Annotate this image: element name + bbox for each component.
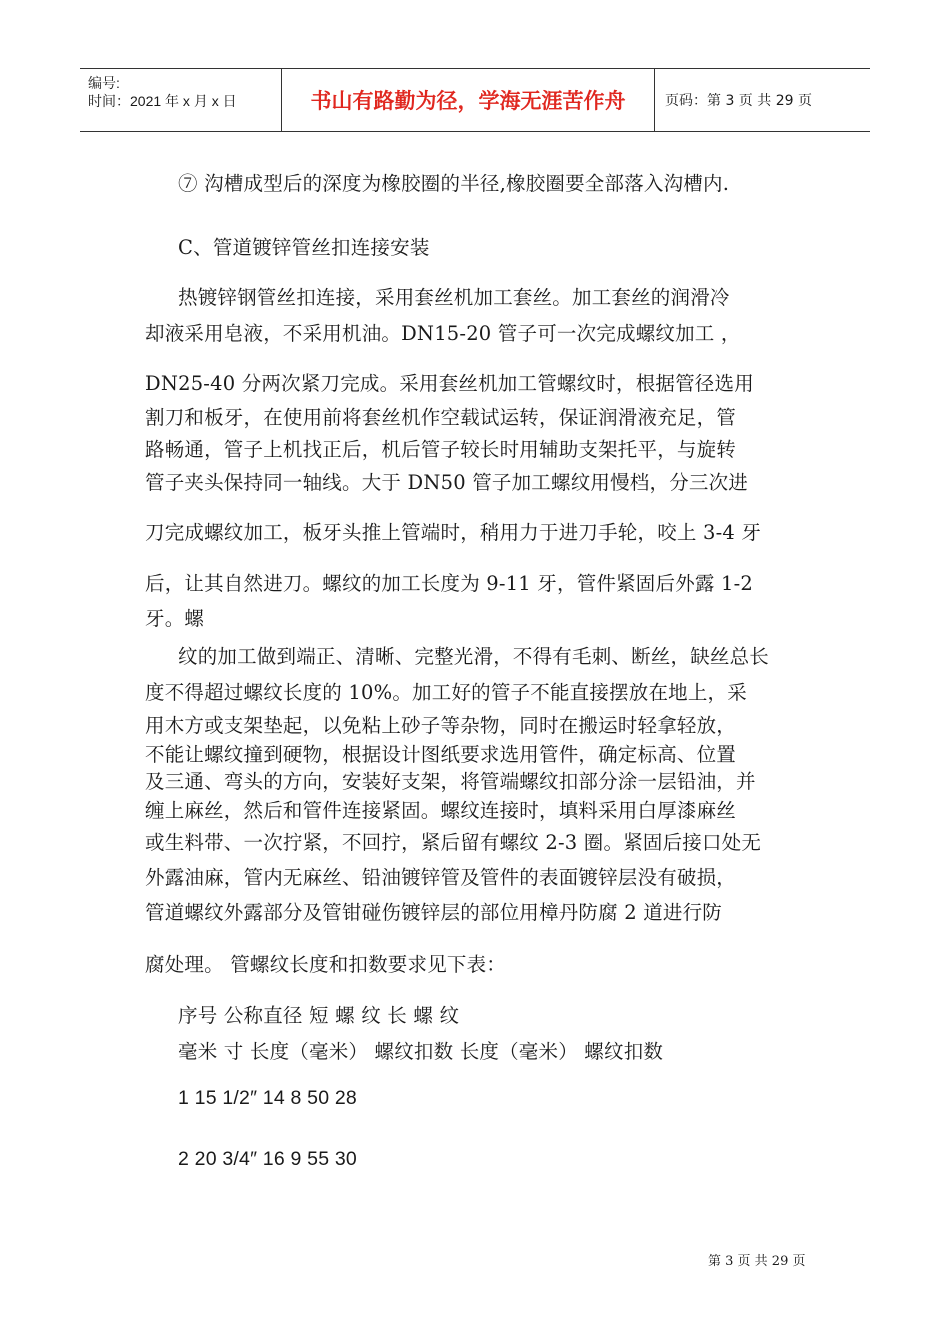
body-line: 或生料带、一次拧紧，不回拧，紧后留有螺纹 2-3 圈。紧固后接口处无 (145, 831, 762, 854)
body-line: 纹的加工做到端正、清晰、完整光滑，不得有毛刺、断丝，缺丝总长 (178, 645, 770, 668)
header-meta-cell (80, 69, 282, 131)
document-header (80, 68, 870, 132)
table-row: 2 20 3/4″ 16 9 55 30 (178, 1148, 357, 1170)
table-header-row-1: 序号 公称直径 短 螺 纹 长 螺 纹 (178, 1004, 460, 1027)
table-row: 1 15 1/2″ 14 8 50 28 (178, 1087, 357, 1109)
body-line: 却液采用皂液，不采用机油。DN15-20 管子可一次完成螺纹加工 ， (145, 322, 741, 345)
body-line: 缠上麻丝，然后和管件连接紧固。螺纹连接时，填料采用白厚漆麻丝 (145, 799, 737, 822)
body-line: 牙。螺 (145, 607, 205, 630)
body-line: 割刀和板牙，在使用前将套丝机作空载试运转，保证润滑液充足，管 (145, 406, 737, 429)
section-heading: C、管道镀锌管丝扣连接安装 (178, 236, 430, 259)
time-label: 时间：2021 年 x 月 x 日 (88, 93, 237, 109)
body-line: 用木方或支架垫起，以免粘上砂子等杂物，同时在搬运时轻拿轻放， (145, 714, 737, 737)
body-line: 管道螺纹外露部分及管钳碰伤镀锌层的部位用樟丹防腐 2 道进行防 (145, 901, 723, 924)
body-line: 刀完成螺纹加工，板牙头推上管端时，稍用力于进刀手轮，咬上 3-4 牙 (145, 521, 762, 544)
number-label: 编号: (88, 75, 120, 91)
body-line: ⑦ 沟槽成型后的深度为橡胶圈的半径,橡胶圈要全部落入沟槽内. (178, 172, 730, 195)
body-line: 腐处理。 管螺纹长度和扣数要求见下表： (145, 953, 506, 976)
body-line: DN25-40 分两次紧刀完成。采用套丝机加工管螺纹时，根据管径选用 (145, 372, 754, 395)
body-line: 管子夹头保持同一轴线。大于 DN50 管子加工螺纹用慢档，分三次进 (145, 471, 749, 494)
body-line: 外露油麻，管内无麻丝、铅油镀锌管及管件的表面镀锌层没有破损， (145, 866, 737, 889)
header-page-info: 页码：第 3 页 共 29 页 (665, 93, 812, 109)
body-line: 度不得超过螺纹长度的 10%。加工好的管子不能直接摆放在地上，采 (145, 681, 747, 704)
table-header-row-2: 毫米 寸 长度（毫米） 螺纹扣数 长度（毫米） 螺纹扣数 (178, 1040, 664, 1063)
body-line: 后，让其自然进刀。螺纹的加工长度为 9-11 牙，管件紧固后外露 1-2 (145, 572, 754, 595)
page-footer: 第 3 页 共 29 页 (708, 1254, 806, 1269)
body-line: 热镀锌钢管丝扣连接，采用套丝机加工套丝。加工套丝的润滑冷 (178, 286, 730, 309)
body-line: 及三通、弯头的方向，安装好支架，将管端螺纹扣部分涂一层铅油，并 (145, 770, 756, 793)
body-line: 不能让螺纹撞到硬物，根据设计图纸要求选用管件，确定标高、位置 (145, 743, 737, 766)
header-motto: 书山有路勤为径，学海无涯苦作舟 (282, 69, 655, 131)
body-line: 路畅通，管子上机找正后，机后管子较长时用辅助支架托平，与旋转 (145, 438, 737, 461)
